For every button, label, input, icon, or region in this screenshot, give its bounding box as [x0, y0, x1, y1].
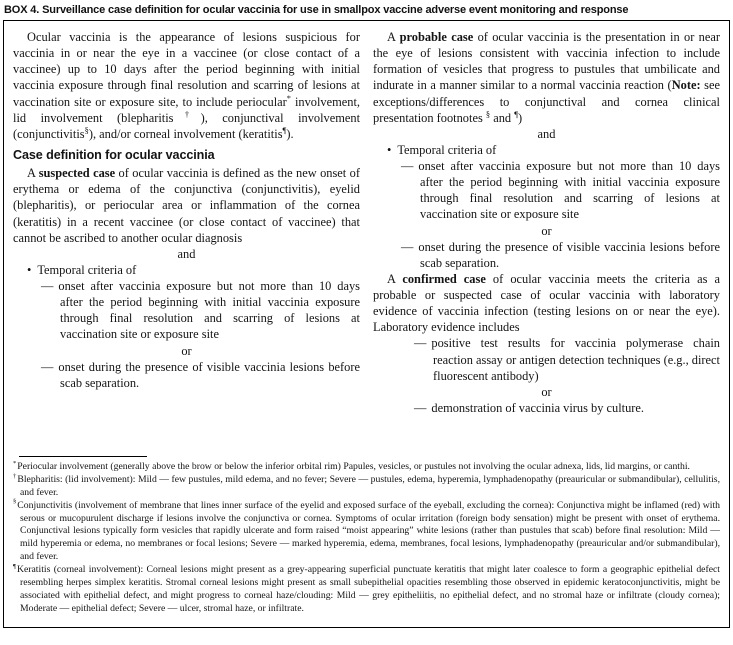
footnote-text: Conjunctivitis (involvement of membrane that lines inner surface of the eyelid and exposed surface of the eyeball, excluding the cornea): Conjunctiva might be inflamed (red) with serous or mucopurulent discharge if lesions involve the conjunctiva or cornea. Symptoms of ocular irritation (foreign body sensation) might be present with onset of erythema. Conjunctival lesions typically form vesicles that rapidly ulcerate and form raised “moist appearing” white lesions (rather than pustules that scab) before final resolution: Mild — mild hyperemia or edema, no membranes or focal lesions; Severe — marked hyperemia, edema, membranes, focal lesions, lymphadenopathy (preauricular and/or submandibular), and fever.	[17, 499, 720, 563]
footnote-text: Keratitis (corneal involvement): Corneal lesions might present as a grey-appearing superficial punctuate keratitis that might later coalesce to form a geographic epithelial defect resembling herpes simplex keratitis. Stromal corneal lesions might present as small subepithelial opacities resembling those observed in epidemic keratoconjunctivitis, might be associated with epithelial defect, and might progress to corneal haze/clouding: Mild — grey epitheliitis, no epithelial defect, and no stromal haze or infiltrate (cloudy cornea); Moderate — epithelial defect; Severe — ulcer, stromal haze, or infiltrate.	[16, 564, 720, 614]
probable-text: )	[518, 110, 523, 125]
pilcrow-marker: ¶	[13, 562, 16, 570]
dash-icon: —	[41, 279, 54, 294]
probable-case-term: probable case	[399, 30, 474, 44]
temporal-criteria-label: Temporal criteria of	[397, 142, 497, 157]
criterion-text: demonstration of vaccinia virus by culture.	[431, 400, 645, 415]
dash-icon: —	[401, 159, 414, 173]
probable-text: see exceptions/differences to conjunctival and cornea clinical presentation footnotes	[373, 78, 720, 125]
confirmed-case-term: confirmed case	[402, 271, 486, 286]
two-column-body	[13, 29, 720, 448]
criterion-text: onset during the presence of visible vaccinia lesions before scab separation.	[418, 239, 720, 270]
probable-text: of ocular vaccinia is the presentation in or near the eye of lesions consistent with vaccinia infection to include formation of vesicles that progress to pustules that umbilicate and indurate in a manner similar to a normal vaccinia reaction (	[373, 30, 720, 93]
intro-text: Ocular vaccinia is the appearance of lesions suspicious for vaccinia in or near the eye in a vaccinee (or close contact of a vaccinee) up to 10 days after the period beginning with initial vaccinia exposure through final resolution and scarring of lesions at vaccination site or exposure site, to include periocular	[13, 30, 360, 109]
confirmed-case-paragraph	[373, 271, 720, 336]
criterion-onset-visible-lesions	[373, 239, 720, 271]
footnote-periocular	[13, 461, 720, 474]
probable-case-paragraph	[373, 29, 720, 126]
footnotes-section	[13, 461, 720, 616]
intro-text: involvement, lid involvement (blepharitis	[13, 94, 360, 125]
confirmed-text: A	[387, 271, 403, 286]
connector-and: and	[537, 126, 556, 141]
footnote-blepharitis	[13, 474, 720, 500]
dash-icon: —	[401, 239, 414, 254]
section-heading: Case definition for ocular vaccinia	[13, 147, 215, 162]
footnote-ref-pilcrow: ¶	[514, 108, 519, 119]
suspected-text: of ocular vaccinia is defined as the new onset of erythema or edema of the conjunctiva (conjunctivitis), eyelid (blepharitis), or periocular area or inflammation of the cornea (keratitis) in a recent vaccinee (or close contact of vaccinee) that cannot be ascribed to another ocular diagnosis	[13, 166, 360, 245]
section-marker: §	[13, 498, 17, 506]
connector-or: or	[541, 223, 552, 238]
criterion-text: onset during the presence of visible vaccinia lesions before scab separation.	[58, 359, 360, 390]
connector-or: or	[181, 343, 192, 358]
criterion-text: onset after vaccinia exposure but not more than 10 days after the period beginning with initial vaccinia exposure through final resolution and scarring of lesions at vaccination site or exposure site	[418, 159, 720, 222]
footnote-text: Blepharitis: (lid involvement): Mild — few pustules, mild edema, and no fever; Severe — pustules, edema, hyperemia, lymphadenopathy (preauricular or submandibular), cellulitis, and fever.	[17, 473, 720, 498]
confirmed-text: of ocular vaccinia meets the criteria as a probable or suspected case of ocular vaccinia with laboratory evidence of vaccinia infection (testing lesions on or near the eye). Laboratory evidence includes	[373, 271, 720, 335]
temporal-criteria-bullet	[13, 262, 360, 278]
footnote-ref-section: §	[84, 124, 89, 135]
footnote-ref-pilcrow: ¶	[282, 124, 287, 135]
lab-evidence-pcr	[386, 335, 720, 383]
dash-icon: —	[41, 359, 54, 374]
intro-text: ).	[286, 126, 294, 141]
dash-icon: —	[414, 400, 427, 415]
intro-text: ), conjunctival involvement (conjunctivitis	[13, 110, 361, 141]
footnote-conjunctivitis	[13, 500, 720, 564]
temporal-criteria-bullet	[373, 142, 720, 158]
suspected-text: A	[27, 166, 39, 181]
right-column	[373, 29, 720, 416]
bullet-icon: •	[27, 262, 32, 277]
footnote-ref-dagger: †	[173, 108, 201, 119]
note-label: Note:	[671, 78, 701, 93]
criterion-onset-window	[373, 158, 720, 223]
footnote-ref-section: §	[485, 108, 491, 119]
suspected-case-term: suspected case	[38, 166, 116, 181]
criterion-onset-visible-lesions	[13, 359, 360, 391]
bullet-icon: •	[387, 142, 392, 157]
dash-icon: —	[414, 336, 427, 351]
asterisk-marker: *	[13, 459, 17, 467]
box-title: BOX 4. Surveillance case definition for ocular vaccinia for use in smallpox vaccine adverse event monitoring and response	[4, 4, 629, 16]
footnote-ref-asterisk: *	[286, 92, 291, 103]
connector-and: and	[177, 246, 196, 261]
footnote-keratitis	[13, 564, 720, 616]
intro-paragraph	[13, 29, 360, 142]
connector-or: or	[541, 384, 552, 399]
case-definition-box	[3, 20, 730, 628]
intro-text: ), and/or corneal involvement (keratitis	[88, 126, 283, 141]
criterion-onset-window	[13, 278, 360, 343]
temporal-criteria-label: Temporal criteria of	[37, 262, 137, 277]
footnote-text: Periocular involvement (generally above the brow or below the inferior orbital rim) Papules, vesicles, or pustules not involving the ocular adnexa, lids, lid margins, or canthi.	[17, 461, 690, 472]
lab-evidence-culture	[386, 400, 720, 416]
probable-text: and	[490, 110, 515, 125]
criterion-text: onset after vaccinia exposure but not more than 10 days after the period beginning with initial vaccinia exposure through final resolution and scarring of lesions at vaccination site or exposure site	[58, 279, 360, 342]
footnote-divider	[19, 456, 147, 457]
criterion-text: positive test results for vaccinia polymerase chain reaction assay or antigen detection techniques (e.g., direct fluorescent antibody)	[431, 336, 720, 383]
dagger-marker: †	[13, 472, 17, 480]
left-column	[13, 29, 360, 391]
suspected-case-paragraph	[13, 165, 360, 246]
probable-text: A	[387, 30, 400, 44]
